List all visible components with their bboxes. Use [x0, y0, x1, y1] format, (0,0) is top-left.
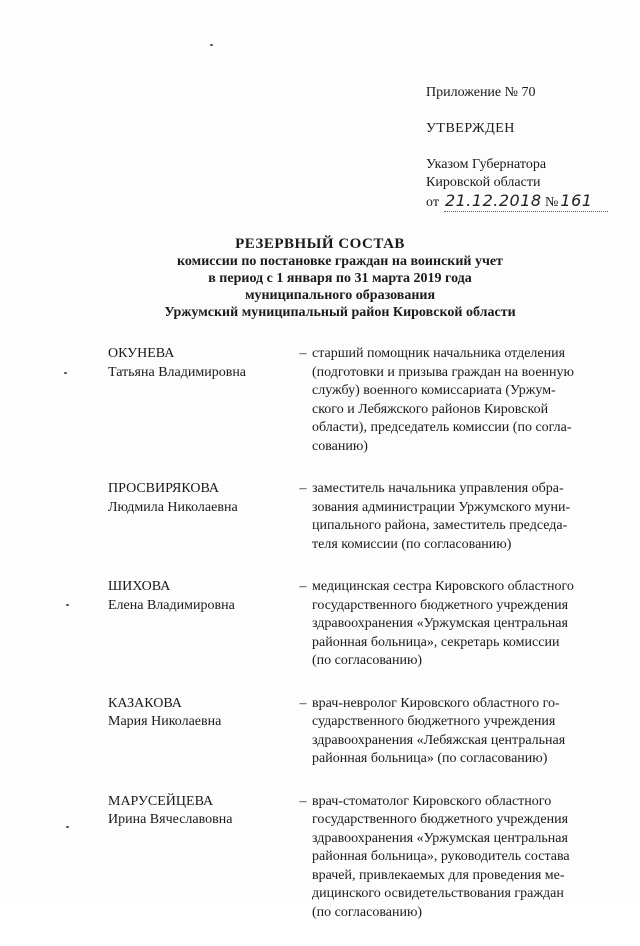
date-prefix: от: [426, 195, 439, 210]
member-name: [108, 793, 294, 923]
approval-header: [426, 84, 626, 212]
title-line-2: комиссии по постановке граждан на воинский учет: [177, 254, 503, 269]
member-surname: ШИХОВА: [108, 579, 171, 594]
role-line: ского и Лебяжского районов Кировской: [312, 401, 549, 417]
member-name: [108, 480, 294, 554]
role-line: врачей, привлекаемых для проведения ме-: [312, 867, 565, 883]
title-main: РЕЗЕРВНЫЙ СОСТАВ: [235, 236, 405, 252]
role-line: медицинская сестра Кировского областного: [312, 579, 574, 594]
title-line-5: Уржумский муниципальный район Кировской области: [164, 305, 516, 320]
number-prefix: №: [545, 195, 559, 210]
member-name: [108, 695, 294, 769]
scan-mark: [210, 44, 213, 46]
member-role: [312, 480, 602, 554]
member-surname: ПРОСВИРЯКОВА: [108, 481, 220, 496]
role-line: зования администрации Уржумского муни-: [312, 499, 571, 515]
title-line-4: муниципального образования: [244, 288, 436, 303]
list-item: [108, 480, 602, 554]
role-line: (по согласованию): [312, 904, 423, 920]
decree-region: Кировской области: [426, 175, 541, 190]
decree-date-line: [426, 192, 626, 212]
member-given-name: Татьяна Владимировна: [108, 364, 247, 380]
list-item: [108, 345, 602, 456]
role-line: ципального района, заместитель председа-: [312, 518, 568, 533]
member-dash: –: [299, 481, 307, 496]
member-dash: –: [299, 793, 307, 809]
role-line: старший помощник начальника отделения: [312, 346, 566, 361]
member-given-name: Людмила Николаевна: [108, 499, 238, 515]
role-line: районная больница» (по согласованию): [312, 751, 548, 766]
role-line: врач-стоматолог Кировского областного: [312, 793, 552, 809]
handwritten-date: 21.12.2018: [444, 191, 542, 210]
appendix-number: Приложение № 70: [426, 85, 536, 100]
member-dash: –: [299, 579, 307, 594]
role-line: районная больница», руководитель состава: [312, 849, 570, 864]
member-name: [108, 578, 294, 671]
role-line: врач-невролог Кировского областного го-: [312, 695, 560, 711]
role-line: сударственного бюджетного учреждения: [312, 714, 556, 729]
role-line: (по согласованию): [312, 653, 423, 668]
member-role: [312, 578, 602, 671]
member-role: [312, 793, 602, 923]
scan-mark: [66, 826, 69, 828]
role-line: государственного бюджетного учреждения: [312, 812, 569, 827]
list-item: [108, 793, 602, 923]
member-role: [312, 695, 602, 769]
role-line: сованию): [312, 438, 368, 454]
member-surname: КАЗАКОВА: [108, 695, 182, 711]
approved-label: УТВЕРЖДЕН: [426, 121, 515, 136]
member-given-name: Мария Николаевна: [108, 714, 222, 729]
role-line: здравоохранения «Лебяжская центральная: [312, 732, 566, 748]
scan-mark: [64, 372, 67, 374]
member-surname: ОКУНЕВА: [108, 346, 175, 361]
member-surname: МАРУСЕЙЦЕВА: [108, 793, 214, 809]
role-line: (подготовки и призыва граждан на военную: [312, 364, 574, 380]
member-given-name: Елена Владимировна: [108, 597, 235, 613]
role-line: службу) военного комиссариата (Уржум-: [312, 383, 556, 398]
decree-line: Указом Губернатора: [426, 157, 547, 172]
role-line: здравоохранения «Уржумская центральная: [312, 830, 568, 846]
document-title: [0, 236, 640, 321]
member-name: [108, 345, 294, 456]
member-dash: –: [299, 346, 307, 361]
list-item: [108, 578, 602, 671]
role-line: здравоохранения «Уржумская центральная: [312, 616, 568, 631]
member-list: [108, 345, 602, 946]
role-line: теля комиссии (по согласованию): [312, 536, 512, 552]
title-line-3: в период с 1 января по 31 марта 2019 года: [208, 271, 472, 286]
role-line: районная больница», секретарь комиссии: [312, 634, 560, 650]
date-underline: [444, 211, 608, 212]
list-item: [108, 695, 602, 769]
role-line: дицинского освидетельствования граждан: [312, 886, 564, 901]
role-line: государственного бюджетного учреждения: [312, 597, 569, 613]
member-dash: –: [299, 695, 307, 711]
handwritten-number: 161: [560, 191, 593, 210]
member-given-name: Ирина Вячеславовна: [108, 812, 233, 827]
role-line: области), председатель комиссии (по согла-: [312, 420, 572, 435]
member-role: [312, 345, 602, 456]
role-line: заместитель начальника управления обра-: [312, 481, 564, 496]
scan-mark: [66, 604, 69, 606]
